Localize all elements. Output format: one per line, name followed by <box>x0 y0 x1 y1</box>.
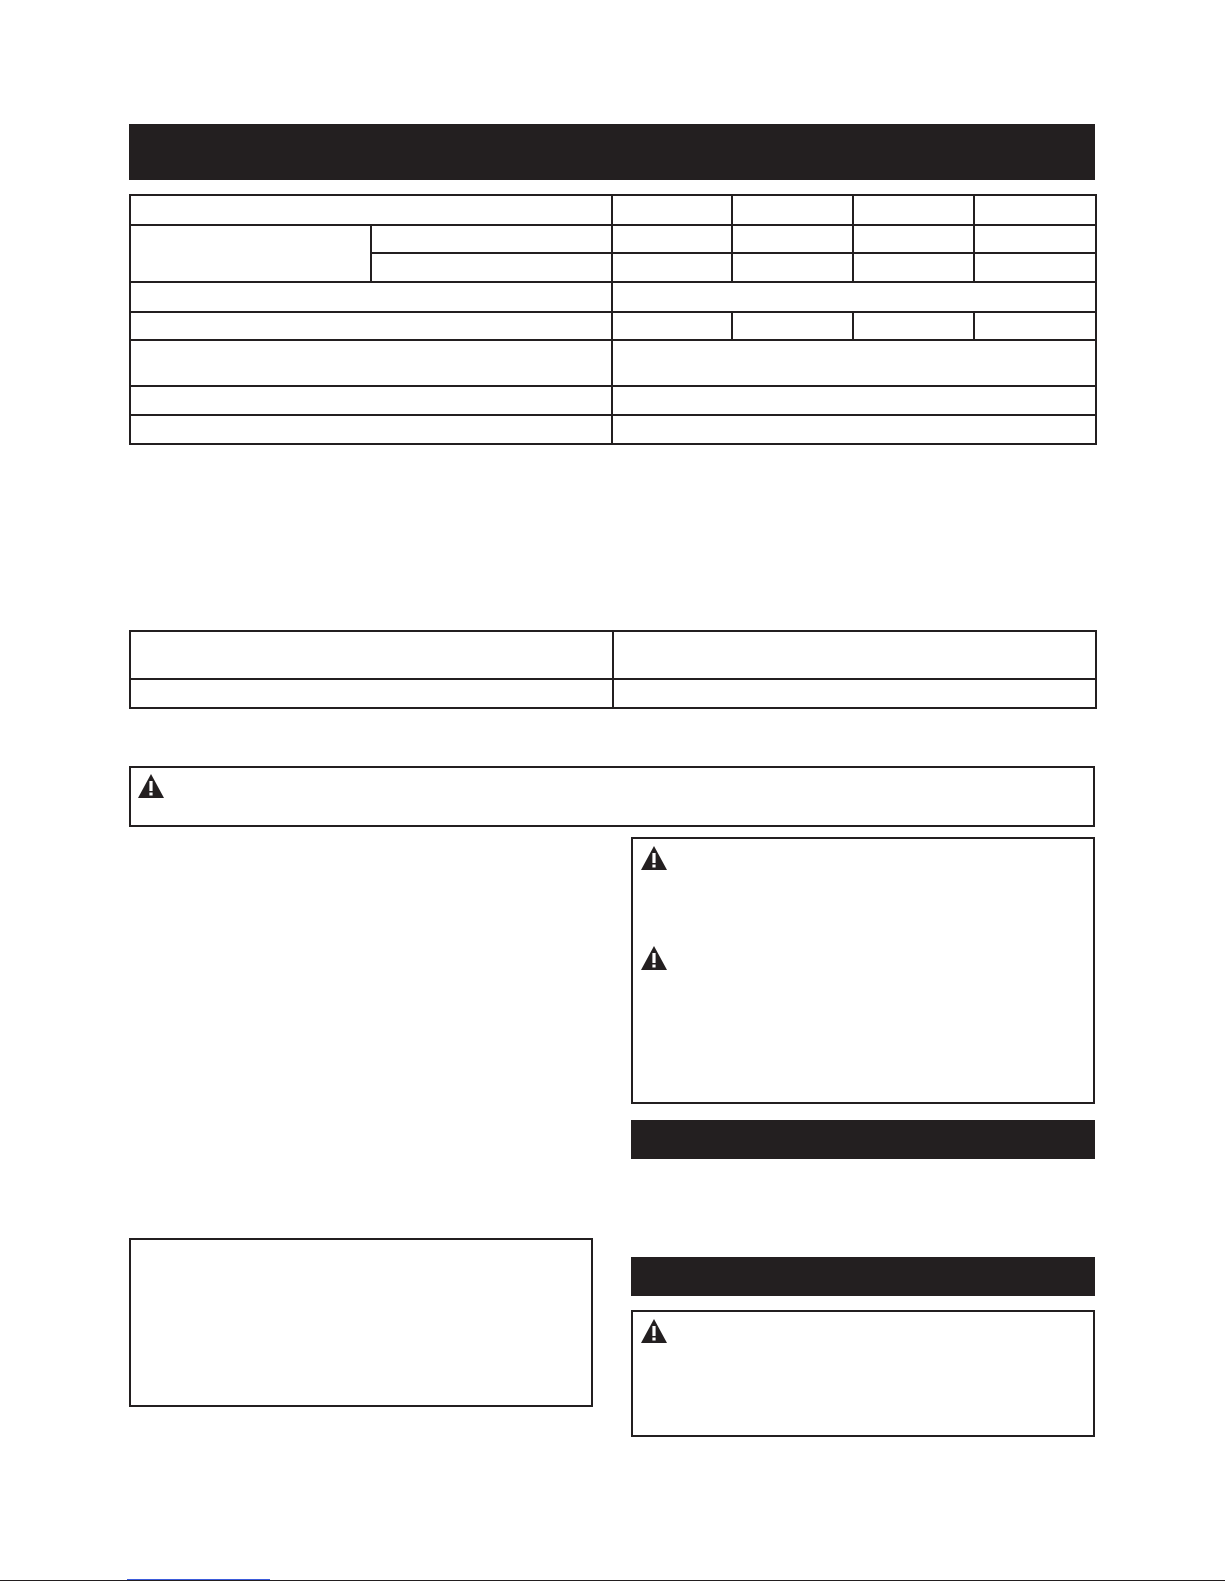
table-cell <box>613 679 1096 708</box>
table-cell <box>612 225 732 253</box>
table-row <box>130 631 1096 679</box>
table-cell <box>612 282 1096 312</box>
table-cell <box>130 679 613 708</box>
table-cell <box>613 631 1096 679</box>
table-cell <box>974 195 1096 225</box>
table-cell <box>974 253 1096 282</box>
secondary-table <box>129 630 1097 709</box>
table-row <box>130 312 1096 340</box>
table-cell <box>732 312 853 340</box>
note-box <box>129 1238 593 1407</box>
right-warning-box <box>631 837 1095 1104</box>
bottom-warning-box <box>631 1310 1095 1437</box>
table-cell <box>130 195 612 225</box>
table-cell <box>612 312 732 340</box>
table-cell <box>130 312 612 340</box>
table-row <box>130 282 1096 312</box>
table-cell <box>732 225 853 253</box>
warning-triangle-icon <box>640 1318 668 1344</box>
table-cell <box>130 415 612 444</box>
table-cell <box>371 253 612 282</box>
section-header-bar <box>631 1120 1095 1159</box>
table-cell <box>853 253 974 282</box>
specifications-table <box>129 194 1097 445</box>
section-header-bar-specifications <box>129 124 1095 180</box>
table-cell <box>130 631 613 679</box>
warning-triangle-icon <box>640 945 668 971</box>
table-cell <box>974 312 1096 340</box>
table-row <box>130 386 1096 415</box>
table-row <box>130 415 1096 444</box>
warning-triangle-icon <box>137 773 165 799</box>
table-cell <box>853 312 974 340</box>
table-cell <box>853 225 974 253</box>
table-cell <box>371 225 612 253</box>
table-cell <box>130 386 612 415</box>
table-row <box>130 195 1096 225</box>
table-cell <box>612 253 732 282</box>
table-cell <box>612 386 1096 415</box>
table-cell <box>853 195 974 225</box>
footer-rule <box>0 1580 1225 1581</box>
table-row <box>130 679 1096 708</box>
section-header-bar <box>631 1257 1095 1296</box>
table-cell <box>130 282 612 312</box>
table-cell <box>130 340 612 386</box>
table-cell <box>612 415 1096 444</box>
table-cell <box>612 195 732 225</box>
table-cell <box>732 253 853 282</box>
table-row <box>130 340 1096 386</box>
table-row <box>130 225 1096 253</box>
table-cell <box>612 340 1096 386</box>
table-cell <box>974 225 1096 253</box>
general-warning-box <box>129 766 1095 827</box>
table-cell <box>732 195 853 225</box>
warning-triangle-icon <box>640 845 668 871</box>
table-cell <box>130 225 371 282</box>
